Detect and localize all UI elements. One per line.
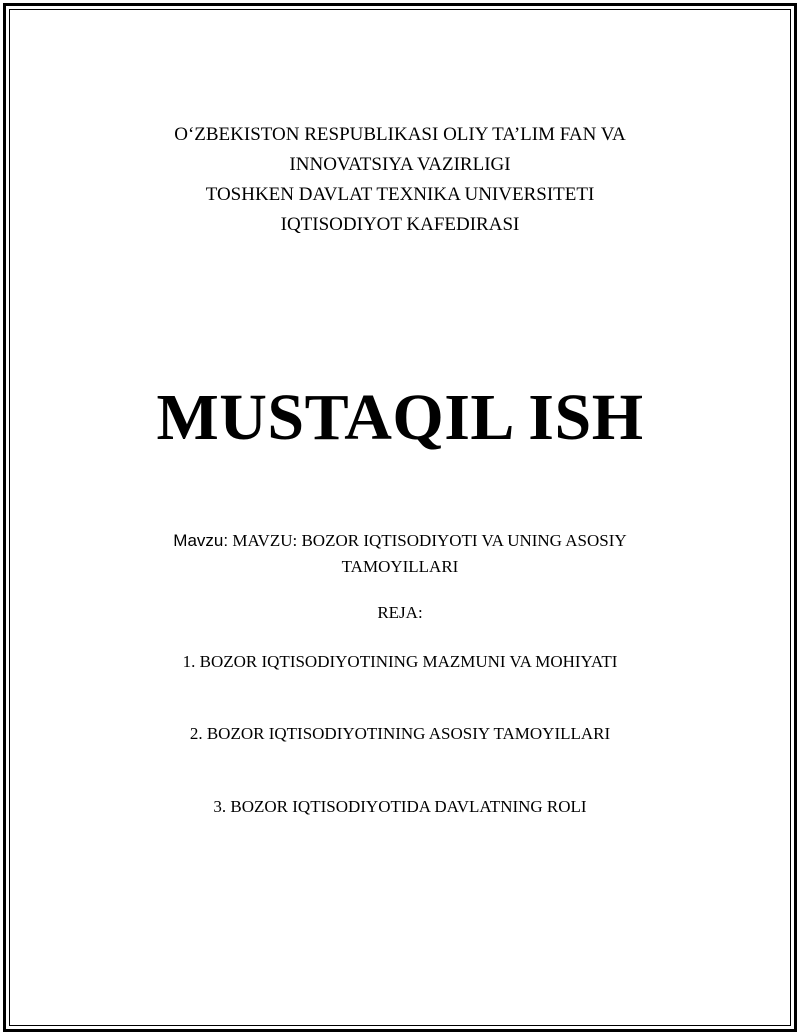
plan-item-1: 1. BOZOR IQTISODIYOTINING MAZMUNI VA MOHIYATI (182, 652, 618, 671)
header-line-ministry: O‘ZBEKISTON RESPUBLIKASI OLIY TA’LIM FAN VA (174, 124, 626, 145)
document-title: MUSTAQIL ISH (156, 381, 644, 454)
header-line-university: TOSHKEN DAVLAT TEXNIKA UNIVERSITETI (205, 184, 595, 205)
topic-line-1 (0, 528, 800, 554)
header-line-department: IQTISODIYOT KAFEDIRASI (280, 214, 520, 235)
institution-header (0, 120, 800, 240)
plan-item-2: 2. BOZOR IQTISODIYOTINING ASOSIY TAMOYILLARI (189, 724, 611, 743)
header-line-ministry-cont: INNOVATSIYA VAZIRLIGI (289, 154, 511, 175)
topic-text: MAVZU: BOZOR IQTISODIYOTI VA UNING ASOSIY (232, 531, 627, 550)
plan-heading: REJA: (377, 603, 423, 622)
topic-block (0, 528, 800, 580)
topic-line-2: TAMOYILLARI (341, 557, 459, 576)
topic-prefix: Mavzu: (173, 531, 229, 550)
plan-item-3: 3. BOZOR IQTISODIYOTIDA DAVLATNING ROLI (213, 797, 587, 816)
